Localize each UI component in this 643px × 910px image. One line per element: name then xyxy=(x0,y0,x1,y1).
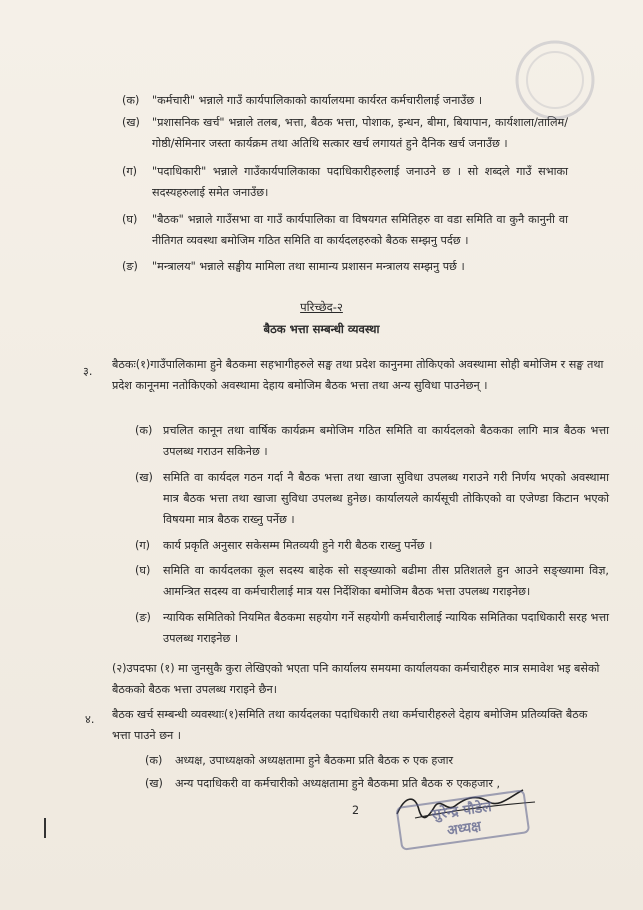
section-number: ३. xyxy=(83,365,93,378)
section4-item: (ख) अन्य पदाधिकरी वा कर्मचारीको अध्यक्षतामा हुने बैठकमा प्रति बैठक रु एकहजार , xyxy=(145,777,501,790)
stamp-name: सुरेन्द्र पौडेल xyxy=(430,798,493,824)
section-number: ४. xyxy=(85,713,95,726)
definition-item: (ग) "पदाधिकारी" भन्नाले गाउँकार्यपालिकाका पदाधिकारीहरुलाई जनाउने छ । सो शब्दले गाउँ सभाका सदस्यहरुलाई समेत जनाउँछ। xyxy=(122,165,568,199)
section4-intro: बैठक खर्च सम्बन्धी व्यवस्थाः(१)समिति तथा कार्यदलका पदाधिकारी तथा कर्मचारीहरुले देहाय बमोजिम प्रतिव्यक्ति बैठक भत्ता पाउने छन । xyxy=(112,708,588,742)
stamp-title: अध्यक्ष xyxy=(446,818,483,840)
section4-item: (क) अध्यक्ष, उपाध्यक्षको अध्यक्षतामा हुने बैठकमा प्रति बैठक रु एक हजार xyxy=(145,754,454,767)
page-number: 2 xyxy=(352,804,360,817)
chapter-subtitle: बैठक भत्ता सम्बन्धी व्यवस्था xyxy=(263,322,380,336)
section3-item: (ङ) न्यायिक समितिको नियमित बैठकमा सहयोग गर्ने सहयोगी कर्मचारीलाई न्यायिक समितिका पदाधिकारी सरह भत्ता उपलब्ध गराइनेछ । xyxy=(135,611,609,645)
definition-item: (घ) "बैठक" भन्नाले गाउँसभा वा गाउँ कार्यपालिका वा विषयगत समितिहरु वा वडा समिति वा कुनै कानुनी वा नीतिगत व्यवस्था बमोजिम गठित समिति वा कार्यदलहरुको बैठक सम्झनु पर्दछ । xyxy=(122,213,568,247)
margin-mark xyxy=(44,818,46,838)
section3-item: (घ) समिति वा कार्यदलका कूल सदस्य बाहेक सो सङ्ख्याको बढीमा तीस प्रतिशतले हुन आउने सङ्ख्यामा विज्ञ, आमन्त्रित सदस्य वा कर्मचारीलाई मात्र यस निर्देशिका बमोजिम बैठक भत्ता उपलब्ध गराइनेछ। xyxy=(135,564,609,598)
section3-item: (ग) कार्य प्रकृति अनुसार सकेसम्म मितव्ययी हुने गरी बैठक राख्नु पर्नेछ । xyxy=(135,539,433,552)
definition-item: (क) "कर्मचारी" भन्नाले गाउँ कार्यपालिकाको कार्यालयमा कार्यरत कर्मचारीलाई जनाउँछ । xyxy=(122,94,483,107)
chapter-title: परिच्छेद-२ xyxy=(300,300,343,314)
section3-item: (ख) समिति वा कार्यदल गठन गर्दा नै बैठक भत्ता तथा खाजा सुविधा उपलब्ध गराउने गरी निर्णय भएको अवस्थामा मात्र बैठक भत्ता तथा खाजा सुविधा उपलब्ध हुनेछ। कार्यालयले कार्यसूची तोकिएको वा एजेण्डा किटान भएको विषयमा मात्र बैठक राख्नु पर्नेछ । xyxy=(135,471,609,526)
section3-intro: बैठकः(१)गाउँपालिकामा हुने बैठकमा सहभागीहरुले सङ्घ तथा प्रदेश कानुनमा तोकिएको अवस्थामा सोही बमोजिम र सङ्घ तथा प्रदेश कानूनमा नतोकिएको अवस्थामा देहाय बमोजिम बैठक भत्ता तथा अन्य सुविधा पाउनेछन् । xyxy=(112,358,604,392)
definition-item: (ङ) "मन्त्रालय" भन्नाले सङ्घीय मामिला तथा सामान्य प्रशासन मन्त्रालय सम्झनु पर्छ । xyxy=(122,260,465,273)
definition-item: (ख) "प्रशासनिक खर्च" भन्नाले तलब, भत्ता, बैठक भत्ता, पोशाक, इन्धन, बीमा, बियापान, कार्यशाला/तालिम/गोष्ठी/सेमिनार जस्ता कार्यक्रम तथा अतिथि सत्कार खर्च लगायतं हुने दैनिक खर्च जनाउँछ । xyxy=(122,116,568,150)
section3-items xyxy=(135,420,609,649)
stamp-seal-icon xyxy=(500,30,610,130)
section3-item: (क) प्रचलित कानून तथा वार्षिक कार्यक्रम बमोजिम गठित समिति वा कार्यदलको बैठकका लागि मात्र बैठक भत्ता उपलब्ध गराउन सकिनेछ । xyxy=(135,424,609,458)
section3-clause2: (२)उपदफा (१) मा जुनसुकै कुरा लेखिएको भएता पनि कार्यालय समयमा कार्यालयका कर्मचारीहरु मात्र समावेश भइ बसेको बैठकको बैठक भत्ता उपलब्ध गराइने छैन। xyxy=(112,662,600,696)
